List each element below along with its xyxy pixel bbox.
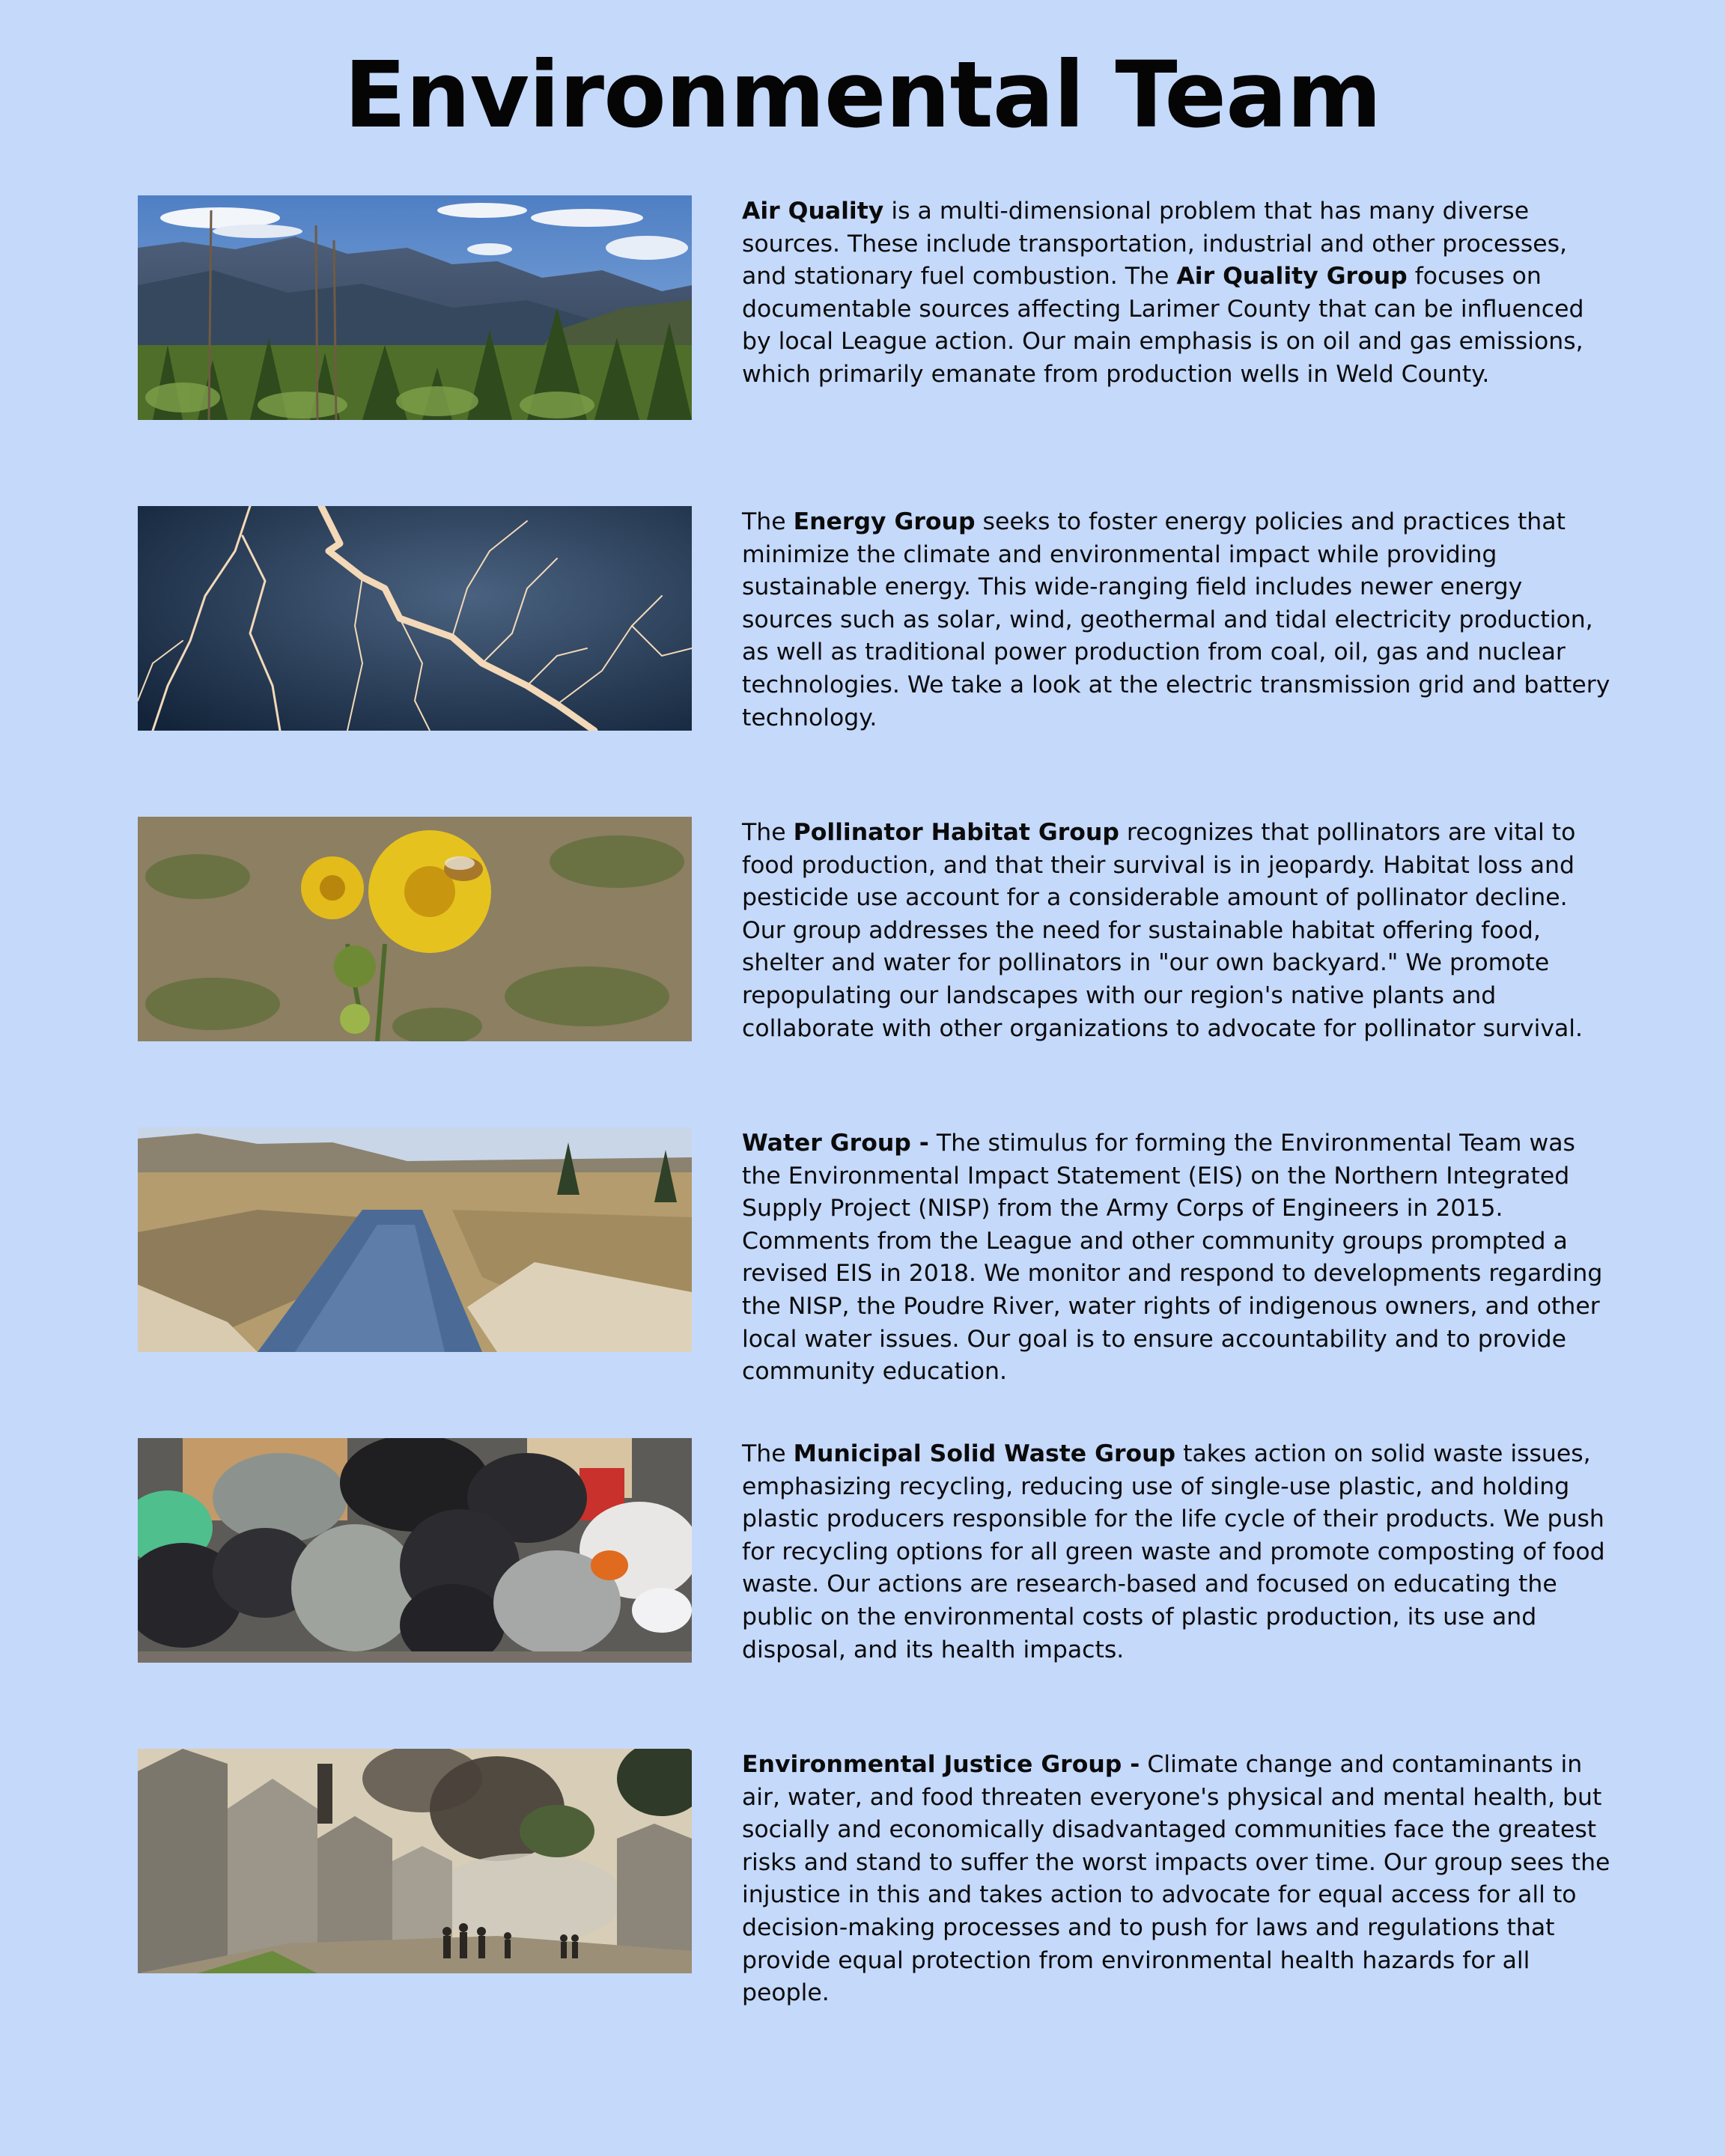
justice-body: Climate change and contaminants in air, water, and food threaten everyone's physical and mental health, but socially and economically disadvantaged communities face the greatest risks and stand to suffer the worst impacts over time. Our group sees the injustice in this and takes action to advocate for equal access for all to decision-making processes and to push for laws and regulations that provide equal protection from environmental health hazards for all people. <box>742 1751 1610 2007</box>
justice-text <box>742 1749 1610 2010</box>
page-title: Environmental Team <box>344 42 1381 148</box>
air-quality-group-name: Air Quality Group <box>1176 263 1408 290</box>
energy-body: seeks to foster energy policies and practices that minimize the climate and environmental impact while providing sustainable energy. This wide-ranging field includes newer energy sources such as solar, wind, geothermal and tidal electricity production, as well as traditional power production from coal, oil, gas and nuclear technologies. We take a look at the electric transmission grid and battery technology. <box>742 508 1610 731</box>
justice-section <box>138 1749 1610 2007</box>
pollinator-body: recognizes that pollinators are vital to food production, and that their survival is in jeopardy. Habitat loss and pesticide use account for a considerable amount of pollinator decline. Our group addresses the need for sustainable habitat offering food, shelter and water for pollinators in "our own backyard." We promote repopulating our landscapes with our region's native plants and collaborate with other organizations to advocate for pollinator survival. <box>742 819 1583 1042</box>
canal-photo <box>138 1127 692 1352</box>
pollinator-heading: Pollinator Habitat Group <box>793 819 1119 846</box>
water-body: The stimulus for forming the Environmental Team was the Environmental Impact Statement (EIS) on the Northern Integrated Supply Project (NISP) from the Army Corps of Engineers in 2015. Comments from the League and other community groups prompted a revised EIS in 2018. We monitor and respond to developments regarding the NISP, the Poudre River, water rights of indigenous owners, and other local water issues. Our goal is to ensure accountability and to provide community education. <box>742 1130 1603 1386</box>
air-quality-body-continued: focuses on documentable sources affecting Larimer County that can be influenced by local League action. Our main emphasis is on oil and gas emissions, which primarily emanate from production wells in Weld County. <box>742 263 1584 388</box>
pollinator-section <box>138 817 1605 1041</box>
pollinator-text <box>742 817 1610 1045</box>
energy-heading: Energy Group <box>793 508 976 535</box>
solid-waste-body: takes action on solid waste issues, emphasizing recycling, reducing use of single-use plastic, and holding plastic producers responsible for the life cycle of their products. We push for recycling options for all green waste and promote composting of food waste. Our actions are research-based and focused on educating the public on the environmental costs of plastic production, its use and disposal, and its health impacts. <box>742 1440 1605 1663</box>
neighborhood-smoke-photo <box>138 1749 692 1973</box>
air-quality-text <box>742 195 1610 392</box>
solid-waste-section <box>138 1438 1605 1663</box>
energy-intro: The <box>742 508 794 535</box>
solid-waste-intro: The <box>742 1440 794 1467</box>
lightning-photo <box>138 506 692 731</box>
pollinator-photo <box>138 817 692 1041</box>
air-quality-heading: Air Quality <box>742 198 884 225</box>
solid-waste-text <box>742 1438 1610 1666</box>
energy-text <box>742 506 1610 734</box>
water-section <box>138 1127 1605 1386</box>
air-quality-body: is a multi-dimensional problem that has many diverse sources. These include transportation, industrial and other processes, and stationary fuel combustion. The <box>742 198 1568 290</box>
garbage-photo <box>138 1438 692 1663</box>
justice-heading: Environmental Justice Group - <box>742 1751 1140 1778</box>
solid-waste-heading: Municipal Solid Waste Group <box>793 1440 1176 1467</box>
water-heading: Water Group - <box>742 1130 929 1157</box>
water-text <box>742 1127 1610 1389</box>
energy-section <box>138 506 1610 731</box>
mountain-photo <box>138 195 692 420</box>
air-quality-section <box>138 195 1605 420</box>
pollinator-intro: The <box>742 819 794 846</box>
